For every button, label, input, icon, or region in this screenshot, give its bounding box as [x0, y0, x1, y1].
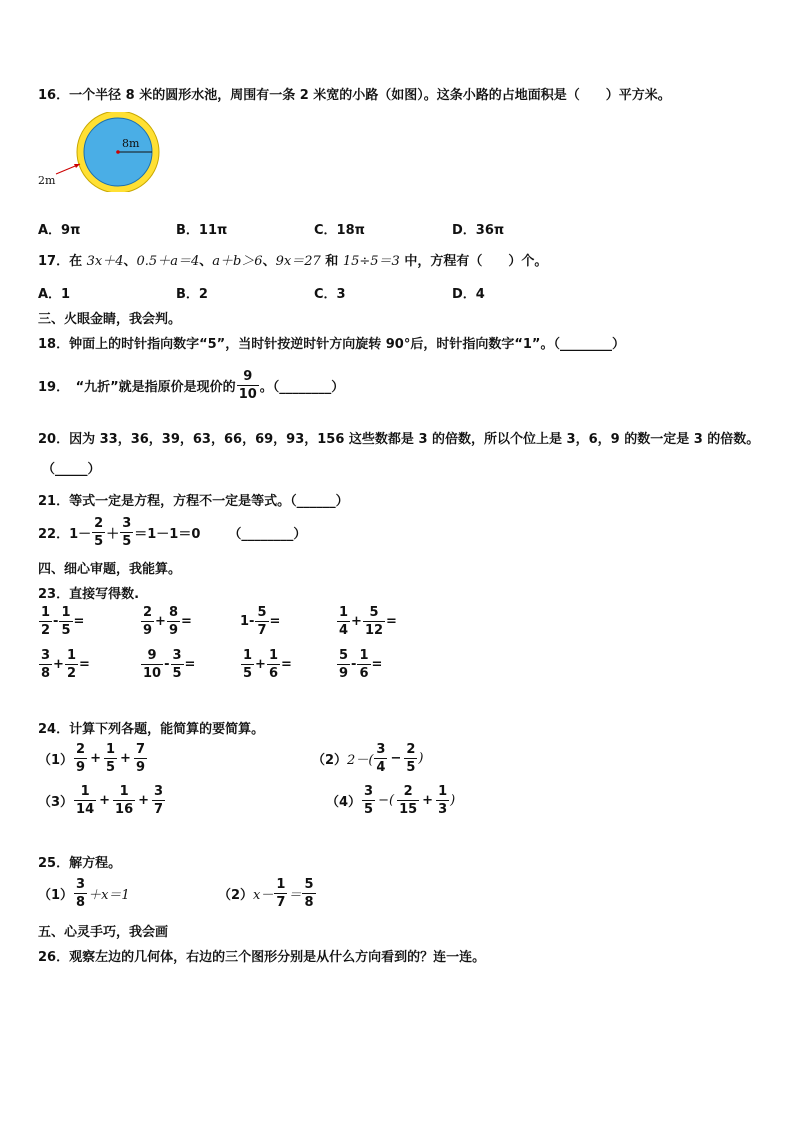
frac-denominator: 9: [135, 760, 145, 775]
frac-numerator: 1: [243, 648, 253, 663]
q24-p1-label: （1）: [38, 753, 74, 768]
q23-item: [38, 606, 84, 637]
q17-prefix: 17．在: [38, 254, 87, 269]
q17-sep: 、: [199, 254, 213, 269]
q24-problem-2: [312, 743, 423, 774]
frac-denominator: 7: [257, 623, 267, 638]
q26-text: 26．观察左边的几何体，右边的三个图形分别是从什么方向看到的？连一连。: [38, 950, 486, 965]
equals-sign: =: [269, 614, 281, 629]
frac-denominator: 7: [276, 895, 286, 910]
frac-numerator: 5: [304, 877, 314, 892]
equals-sign: =: [281, 657, 292, 672]
frac-numerator: 1: [339, 605, 349, 620]
frac-numerator: 3: [154, 784, 164, 799]
q24-problem-3: [38, 785, 166, 816]
q23-item: [336, 606, 397, 637]
q22-plus: ＋: [106, 527, 120, 542]
q24-p3-label: （3）: [38, 795, 74, 810]
section-5-heading: 五、心灵手巧，我会画: [38, 925, 169, 940]
frac-denominator: 5: [61, 623, 71, 638]
operator: +: [120, 751, 131, 766]
q25-problem-1: [38, 878, 130, 909]
q23-item: [140, 606, 192, 637]
q24-p2-close: ): [418, 751, 424, 766]
q17-sep: 、: [262, 254, 276, 269]
operator: +: [422, 793, 434, 808]
q19-fraction: [237, 370, 259, 401]
fraction: [267, 649, 280, 680]
operator: +: [53, 657, 64, 672]
q23-title: 23．直接写得数.: [38, 587, 140, 602]
q22-text: [38, 517, 306, 548]
equals-sign: =: [184, 657, 196, 672]
q20-blank: （_____）: [42, 462, 101, 477]
q17-option-d: D．4: [452, 287, 485, 302]
frac-numerator: 9: [141, 649, 163, 665]
frac-numerator: 1: [61, 605, 71, 620]
operator: -: [164, 657, 170, 672]
q17-item-5: 15÷5＝3: [342, 254, 400, 269]
frac-denominator: 8: [41, 666, 51, 681]
frac-denominator: 5: [172, 666, 182, 681]
frac-numerator: 1: [113, 785, 135, 801]
fraction: [302, 878, 315, 909]
operator: +: [138, 793, 150, 808]
q25-p2-lead: x－: [253, 888, 274, 903]
q24-p2-lead: 2－(: [347, 753, 374, 768]
frac-numerator: 1: [359, 648, 369, 663]
q16-option-d: D．36π: [452, 223, 505, 238]
fraction: [337, 649, 350, 680]
q22-label: 22．: [38, 527, 70, 542]
fraction: [65, 649, 78, 680]
q24-title: 24．计算下列各题，能简算的要简算。: [38, 722, 265, 737]
frac-denominator: 5: [364, 802, 374, 817]
frac-denominator: 4: [339, 623, 349, 638]
frac-numerator: 3: [76, 877, 86, 892]
frac-denominator: 5: [406, 760, 416, 775]
frac-denominator: 2: [41, 623, 51, 638]
fraction: [74, 743, 87, 774]
fraction: [104, 743, 117, 774]
frac-denominator: 7: [154, 802, 164, 817]
q16-option-a: A．9π: [38, 223, 81, 238]
q25-p1-label: （1）: [38, 888, 74, 903]
q22-fraction-1: [92, 517, 105, 548]
q17-option-b: B．2: [176, 287, 208, 302]
q17-item-1: 3x＋4: [86, 254, 124, 269]
frac-denominator: 8: [304, 895, 314, 910]
q23-item: [240, 606, 280, 637]
fraction: [363, 606, 385, 637]
frac-denominator: 9: [143, 623, 153, 638]
fraction: [74, 878, 87, 909]
frac-numerator: 3: [364, 784, 374, 799]
q17-text: [38, 250, 547, 269]
q17-option-c: C．3: [314, 287, 346, 302]
frac-numerator: 1: [268, 648, 278, 663]
frac-numerator: 2: [94, 516, 104, 531]
frac-numerator: 2: [143, 605, 153, 620]
q17-and: 和: [320, 254, 343, 269]
q24-problem-4: [326, 785, 455, 816]
fraction: [59, 606, 72, 637]
q23-item: [140, 649, 195, 680]
frac-denominator: 5: [243, 666, 253, 681]
fraction: [113, 785, 135, 816]
fraction: [357, 649, 370, 680]
operator: -: [53, 614, 59, 629]
q17-option-a: A．1: [38, 287, 71, 302]
q25-p2-label: （2）: [218, 888, 254, 903]
frac-denominator: 9: [168, 623, 178, 638]
frac-numerator: 2: [76, 742, 86, 757]
frac-numerator: 5: [363, 606, 385, 622]
fraction: [397, 785, 419, 816]
operator: -: [351, 657, 357, 672]
equals-sign: =: [371, 657, 383, 672]
fraction: [152, 785, 165, 816]
frac-denominator: 3: [438, 802, 448, 817]
q24-p4-label: （4）: [326, 795, 362, 810]
q25-p2-eq: ＝: [288, 888, 302, 903]
frac-denominator: 16: [115, 802, 134, 817]
fraction: [436, 785, 449, 816]
operator: −(: [378, 793, 395, 808]
frac-denominator: 5: [106, 760, 116, 775]
q24-problem-1: [38, 743, 148, 774]
fraction: [255, 606, 268, 637]
q19-prefix: 19． “九折”就是指原价是现价的: [38, 380, 236, 395]
q17-suffix: 中，方程有（ ）个。: [399, 254, 548, 269]
fraction: [74, 785, 96, 816]
q17-sep: 、: [123, 254, 137, 269]
q25-title: 25．解方程。: [38, 856, 122, 871]
fraction: [404, 743, 417, 774]
frac-numerator: 7: [135, 742, 145, 757]
frac-denominator: 14: [76, 802, 95, 817]
frac-denominator: 15: [399, 802, 418, 817]
frac-numerator: 3: [376, 742, 386, 757]
q19-text: [38, 370, 344, 401]
q19-suffix: 。（________）: [259, 380, 345, 395]
q17-item-2: 0.5＋a＝4: [136, 254, 200, 269]
fraction: [141, 649, 163, 680]
frac-numerator: 5: [339, 648, 349, 663]
fraction: [374, 743, 387, 774]
frac-denominator: 5: [122, 534, 132, 549]
fraction: [134, 743, 147, 774]
q17-item-3: a＋b＞6: [212, 254, 263, 269]
operator: +: [351, 614, 362, 629]
fraction: [39, 606, 52, 637]
frac-denominator: 12: [364, 623, 384, 638]
fraction: [167, 606, 180, 637]
frac-numerator: 1: [276, 877, 286, 892]
frac-numerator: 1: [74, 785, 96, 801]
frac-denominator: 5: [94, 534, 104, 549]
operator: +: [155, 614, 166, 629]
frac-denominator: 6: [359, 666, 369, 681]
frac-numerator: 3: [122, 516, 132, 531]
q22-expr-a: 1－: [69, 527, 92, 542]
q22-blank: （________）: [228, 527, 307, 542]
section-4-heading: 四、细心审题，我能算。: [38, 562, 182, 577]
q17-item-4: 9x＝27: [275, 254, 321, 269]
fig-label-2m: 2m: [38, 174, 56, 187]
frac-numerator: 1: [438, 784, 448, 799]
equals-sign: =: [386, 614, 397, 629]
q22-expr-b: ＝1－1＝0: [134, 527, 201, 542]
equals-sign: =: [79, 657, 90, 672]
frac-denominator: 4: [376, 760, 386, 775]
frac-denominator: 9: [76, 760, 86, 775]
q24-p2-label: （2）: [312, 753, 348, 768]
fraction: [337, 606, 350, 637]
frac-denominator: 10: [143, 666, 162, 681]
pond-figure: [36, 112, 166, 192]
operator: +: [99, 793, 111, 808]
fraction: [39, 649, 52, 680]
frac-numerator: 1: [41, 605, 51, 620]
frac-numerator: 5: [257, 605, 267, 620]
frac-numerator: 3: [41, 648, 51, 663]
whole-part: 1-: [240, 614, 255, 629]
frac-denominator: 9: [339, 666, 349, 681]
q16-text: 16．一个半径 8 米的圆形水池，周围有一条 2 米宽的小路（如图）。这条小路的占地面积是（ ）平方米。: [38, 88, 671, 103]
frac-numerator: 2: [397, 785, 419, 801]
fig-label-8m: 8m: [122, 137, 140, 150]
q21-text: 21．等式一定是方程，方程不一定是等式。（______）: [38, 494, 349, 509]
operator: +: [90, 751, 101, 766]
q23-item: [336, 649, 382, 680]
frac-denominator: 8: [76, 895, 86, 910]
fraction: [274, 878, 287, 909]
q20-text: 20．因为 33，36，39，63，66，69，93，156 这些数都是 3 的倍数，所以个位上是 3，6，9 的数一定是 3 的倍数。: [38, 432, 760, 447]
operator: +: [255, 657, 266, 672]
frac-numerator: 1: [66, 648, 76, 663]
frac-numerator: 1: [106, 742, 116, 757]
frac-denominator: 6: [268, 666, 278, 681]
frac-numerator: 8: [168, 605, 178, 620]
fraction: [141, 606, 154, 637]
q23-item: [240, 649, 292, 680]
frac-denominator: 2: [66, 666, 76, 681]
equals-sign: =: [181, 614, 192, 629]
section-3-heading: 三、火眼金睛，我会判。: [38, 312, 182, 327]
q25-problem-2: [218, 878, 317, 909]
q22-fraction-2: [120, 517, 133, 548]
operator: −: [390, 751, 402, 766]
fraction: [241, 649, 254, 680]
fraction: [171, 649, 184, 680]
frac-numerator: 9: [237, 370, 259, 386]
q24-p4-close: ): [450, 793, 456, 808]
q16-option-c: C．18π: [314, 223, 365, 238]
q23-item: [38, 649, 90, 680]
q25-p1-rest: ＋x＝1: [88, 888, 130, 903]
fraction: [362, 785, 375, 816]
equals-sign: =: [73, 614, 85, 629]
frac-numerator: 3: [172, 648, 182, 663]
q16-option-b: B．11π: [176, 223, 228, 238]
q18-text: 18．钟面上的时针指向数字“5”，当时针按逆时针方向旋转 90°后，时针指向数字“1”。（________）: [38, 337, 625, 352]
frac-denominator: 10: [238, 387, 257, 402]
frac-numerator: 2: [406, 742, 416, 757]
